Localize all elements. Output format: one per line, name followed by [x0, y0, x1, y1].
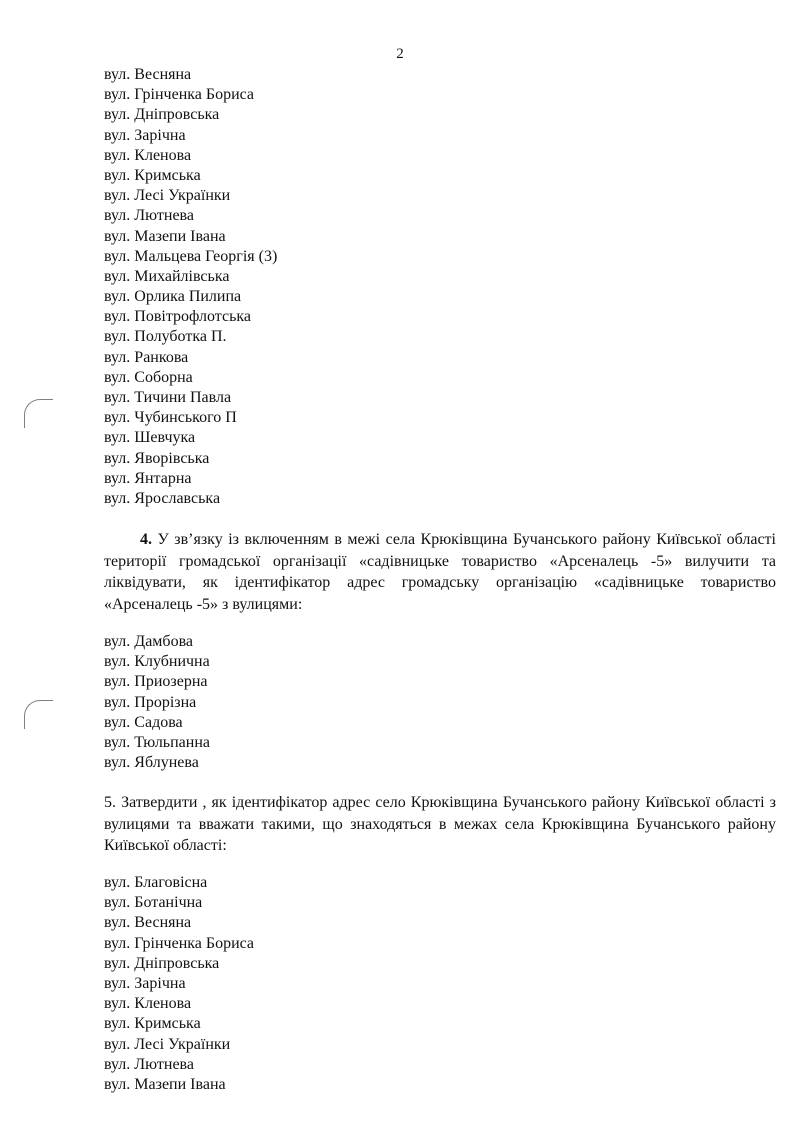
- punch-hole-mark: [24, 700, 53, 729]
- street-item: вул. Ранкова: [104, 348, 189, 366]
- street-item: вул. Тичини Павла: [104, 389, 232, 406]
- street-item: вул. Соборна: [104, 368, 193, 386]
- street-item: вул. Янтарна: [104, 469, 192, 487]
- street-item: вул. Лютнева: [104, 207, 194, 225]
- street-item: вул. Чубинського П: [104, 409, 237, 427]
- street-item: вул. Кримська: [104, 166, 201, 184]
- street-item: вул. Садова: [104, 713, 183, 731]
- street-item: вул. Лесі Українки: [104, 1035, 231, 1053]
- street-item: вул. Михайлівська: [104, 267, 230, 285]
- street-list-approved: [104, 873, 254, 1095]
- paragraph-4: [104, 529, 776, 615]
- street-item: вул. Мазепи Івана: [104, 1075, 226, 1093]
- paragraph-5: [104, 792, 776, 857]
- street-item: вул. Лесі Українки: [104, 187, 231, 205]
- street-item: вул. Весняна: [104, 66, 192, 83]
- street-item: вул. Грінченка Бориса: [104, 934, 255, 952]
- street-item: вул. Мазепи Івана: [104, 227, 226, 245]
- street-item: вул. Дніпровська: [104, 954, 220, 972]
- paragraph-4-text: У зв’язку із включенням в межі села Крюківщина Бучанського району Київської області території громадської організації «садівницьке товариство «Арсеналець -5» вилучити та ліквідувати, як ідентифікатор адрес громадську організацію «садівницьке товариство «Арсеналець -5» з вулицями:: [104, 531, 776, 613]
- street-item: вул. Шевчука: [104, 429, 196, 447]
- street-list-removed: [104, 632, 210, 773]
- street-item: вул. Полуботка П.: [104, 328, 227, 346]
- street-item: вул. Повітрофлотська: [104, 308, 251, 326]
- page-number: 2: [396, 46, 404, 62]
- street-item: вул. Прорізна: [104, 693, 197, 711]
- street-item: вул. Дніпровська: [104, 106, 220, 124]
- street-list-continued: [104, 65, 277, 509]
- street-item: вул. Зарічна: [104, 974, 186, 992]
- paragraph-4-number: 4.: [140, 531, 152, 548]
- street-item: вул. Тюльпанна: [104, 733, 210, 751]
- street-item: вул. Приозерна: [104, 673, 208, 691]
- street-item: вул. Клубнична: [104, 653, 210, 671]
- street-item: вул. Яблунева: [104, 754, 199, 772]
- street-item: вул. Яворівська: [104, 449, 210, 467]
- street-item: вул. Мальцева Георгія (3): [104, 247, 278, 265]
- street-item: вул. Благовісна: [104, 874, 208, 891]
- street-item: вул. Весняна: [104, 914, 192, 932]
- street-item: вул. Орлика Пилипа: [104, 288, 242, 306]
- street-item: вул. Дамбова: [104, 633, 194, 650]
- paragraph-5-text: 5. Затвердити , як ідентифікатор адрес село Крюківщина Бучанського району Київської області з вулицями та вважати такими, що знаходяться в межах села Крюківщина Бучанського району Київської області:: [104, 794, 776, 854]
- street-item: вул. Лютнева: [104, 1055, 194, 1073]
- street-item: вул. Ботанічна: [104, 894, 203, 912]
- street-item: вул. Грінченка Бориса: [104, 86, 255, 104]
- punch-hole-mark: [24, 399, 53, 428]
- street-item: вул. Зарічна: [104, 126, 186, 144]
- street-item: вул. Кленова: [104, 995, 192, 1013]
- street-item: вул. Кримська: [104, 1015, 201, 1033]
- street-item: вул. Кленова: [104, 146, 192, 164]
- street-item: вул. Ярославська: [104, 489, 221, 507]
